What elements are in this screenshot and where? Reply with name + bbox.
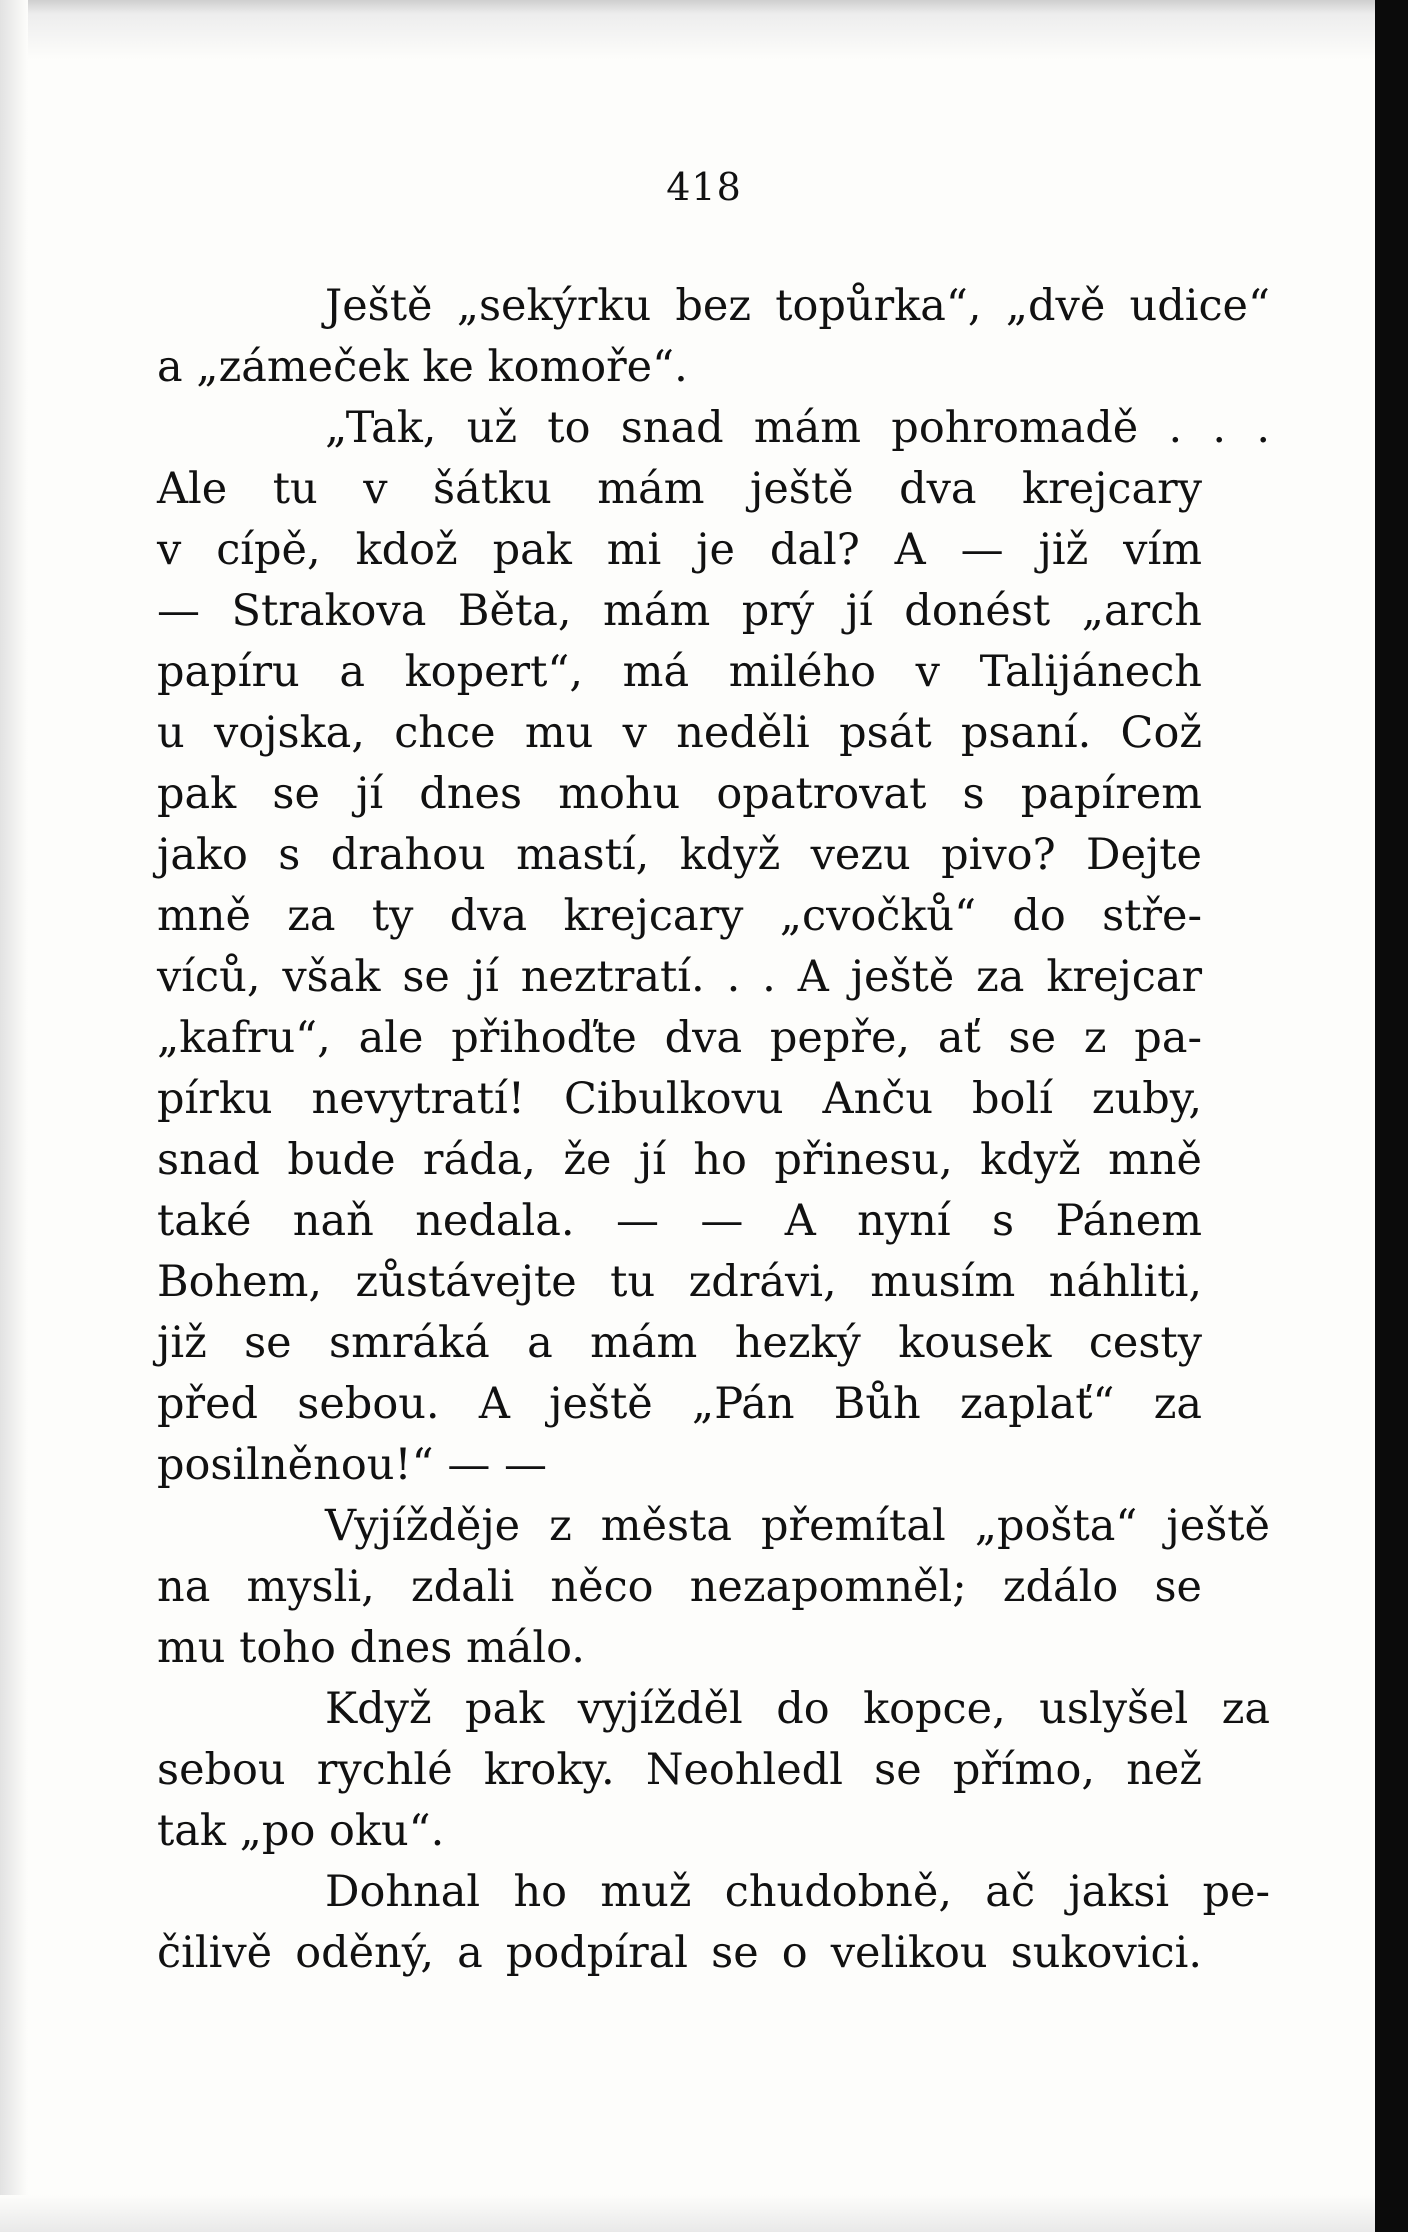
text-line: již se smráká a mám hezký kousek cesty (157, 1318, 1202, 1368)
text-line: čilivě oděný, a podpíral se o velikou sukovici. (157, 1928, 1202, 1978)
text-line: mu toho dnes málo. (157, 1623, 585, 1673)
text-line: v cípě, kdož pak mi je dal? A — již vím (157, 525, 1202, 575)
scan-dark-edge (1375, 0, 1408, 2232)
text-line: Ještě „sekýrku bez topůrka“, „dvě udice“ (325, 281, 1270, 331)
text-line: na mysli, zdali něco nezapomněl; zdálo se (157, 1562, 1202, 1612)
text-line: „kafru“, ale přihoďte dva pepře, ať se z pa- (157, 1013, 1202, 1063)
text-line: pak se jí dnes mohu opatrovat s papírem (157, 769, 1202, 819)
text-line: jako s drahou mastí, když vezu pivo? Dejte (157, 830, 1202, 880)
scan-left-shadow (0, 0, 28, 2232)
text-line: Vyjížděje z města přemítal „pošta“ ještě (325, 1501, 1270, 1551)
text-line: snad bude ráda, že jí ho přinesu, když mně (157, 1135, 1202, 1185)
text-line: posilněnou!“ — — (157, 1440, 548, 1490)
text-line: sebou rychlé kroky. Neohledl se přímo, než (157, 1745, 1202, 1795)
text-line: Dohnal ho muž chudobně, ač jaksi pe- (325, 1867, 1270, 1917)
text-line: — Strakova Běta, mám prý jí donést „arch (157, 586, 1202, 636)
text-line: mně za ty dva krejcary „cvočků“ do stře- (157, 891, 1202, 941)
text-line: také naň nedala. — — A nyní s Pánem (157, 1196, 1202, 1246)
text-line: před sebou. A ještě „Pán Bůh zaplať“ za (157, 1379, 1202, 1429)
text-line: papíru a kopert“, má milého v Talijánech (157, 647, 1202, 697)
text-line: tak „po oku“. (157, 1806, 445, 1856)
text-line: víců, však se jí neztratí. . . A ještě za krejcar (157, 952, 1202, 1002)
body-text (157, 276, 1270, 1984)
text-line: Když pak vyjížděl do kopce, uslyšel za (325, 1684, 1270, 1734)
page-number: 418 (666, 165, 742, 209)
text-line: Bohem, zůstávejte tu zdrávi, musím náhliti, (157, 1257, 1202, 1307)
scan-top-shadow (0, 0, 1375, 60)
text-line: u vojska, chce mu v neděli psát psaní. Což (157, 708, 1202, 758)
text-line: pírku nevytratí! Cibulkovu Anču bolí zuby, (157, 1074, 1202, 1124)
text-line: „Tak, už to snad mám pohromadě . . . (325, 403, 1270, 453)
text-line: a „zámeček ke komoře“. (157, 342, 688, 392)
scan-bottom-shadow (0, 2195, 1375, 2232)
text-line: Ale tu v šátku mám ještě dva krejcary (157, 464, 1202, 514)
